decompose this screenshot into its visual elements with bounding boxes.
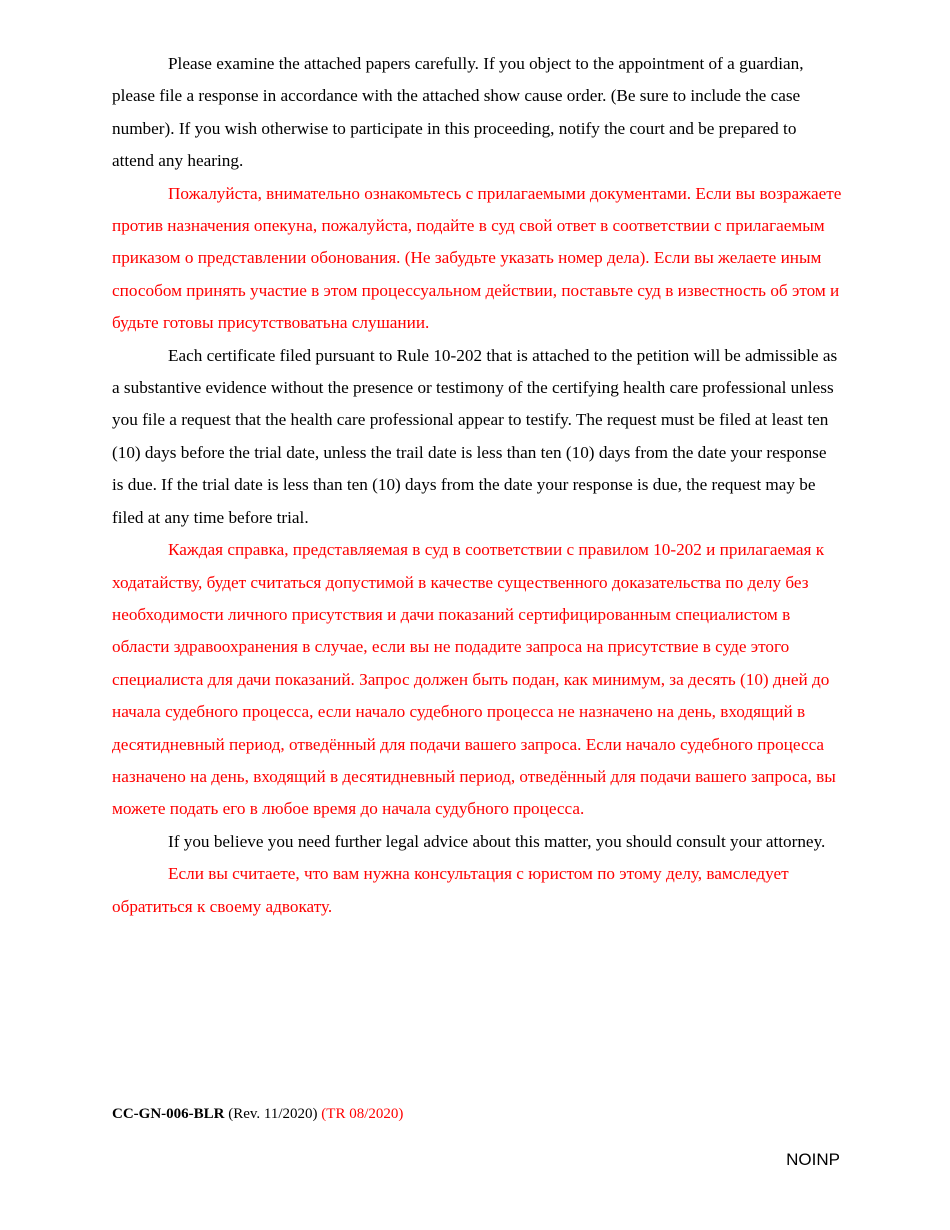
translation-revision: (TR 08/2020): [321, 1106, 404, 1122]
form-footer: [112, 1104, 403, 1124]
paragraph-english-2: Each certificate filed pursuant to Rule 10-202 that is attached to the petition will be admissible as a substantive evidence without the presence or testimony of the certifying health care professional unless you file a request that the health care professional appear to testify. The request must be filed at least ten (10) days before the trial date, unless the trail date is less than ten (10) days from the date your response is due. If the trial date is less than ten (10) days from the date your response is due, the request may be filed at any time before trial.: [112, 345, 838, 527]
form-code: CC-GN-006-BLR: [112, 1106, 225, 1122]
document-body: [112, 48, 842, 923]
paragraph-russian-1: Пожалуйста, внимательно ознакомьтесь с прилагаемыми документами. Если вы возражаете против назначения опекуна, пожалуйста, подайте в суд свой ответ в соответствии с прилагаемым приказом о представлении обонования. (Не забудьте указать номер дела). Если вы желаете иным способом принять участие в этом процессуальном действии, поставьте суд в известность об этом и будьте готовы присутствоватьна слушании.: [112, 183, 842, 333]
paragraph-russian-3: Если вы считаете, что вам нужна консультация с юристом по этому делу, вамследует обратиться к своему адвокату.: [112, 864, 789, 916]
form-revision: (Rev. 11/2020): [224, 1106, 322, 1122]
paragraph-english-3: If you believe you need further legal advice about this matter, you should consult your attorney.: [168, 831, 826, 851]
paragraph-russian-2: Каждая справка, представляемая в суд в соответствии с правилом 10-202 и прилагаемая к ходатайству, будет считаться допустимой в качестве существенного доказательства по делу без необходимости личного присутствия и дачи показаний сертифицированным специалистом в области здравоохранения в случае, если вы не подадите запроса на присутствие в суде этого специалиста для дачи показаний. Запрос должен быть подан, как минимум, за десять (10) дней до начала судебного процесса, если начало судебного процесса не назначено на день, входящий в десятидневный период, отведённый для подачи вашего запроса. Если начало судебного процесса назначено на день, входящий в десятидневный период, отведённый для подачи вашего запроса, вы можете подать его в любое время до начала судубного процесса.: [112, 540, 836, 819]
paragraph-english-1: Please examine the attached papers carefully. If you object to the appointment of a guardian, please file a response in accordance with the attached show cause order. (Be sure to include the case number). If you wish otherwise to participate in this proceeding, notify the court and be prepared to attend any hearing.: [112, 54, 804, 171]
form-identifier-label: NOINP: [786, 1150, 840, 1169]
